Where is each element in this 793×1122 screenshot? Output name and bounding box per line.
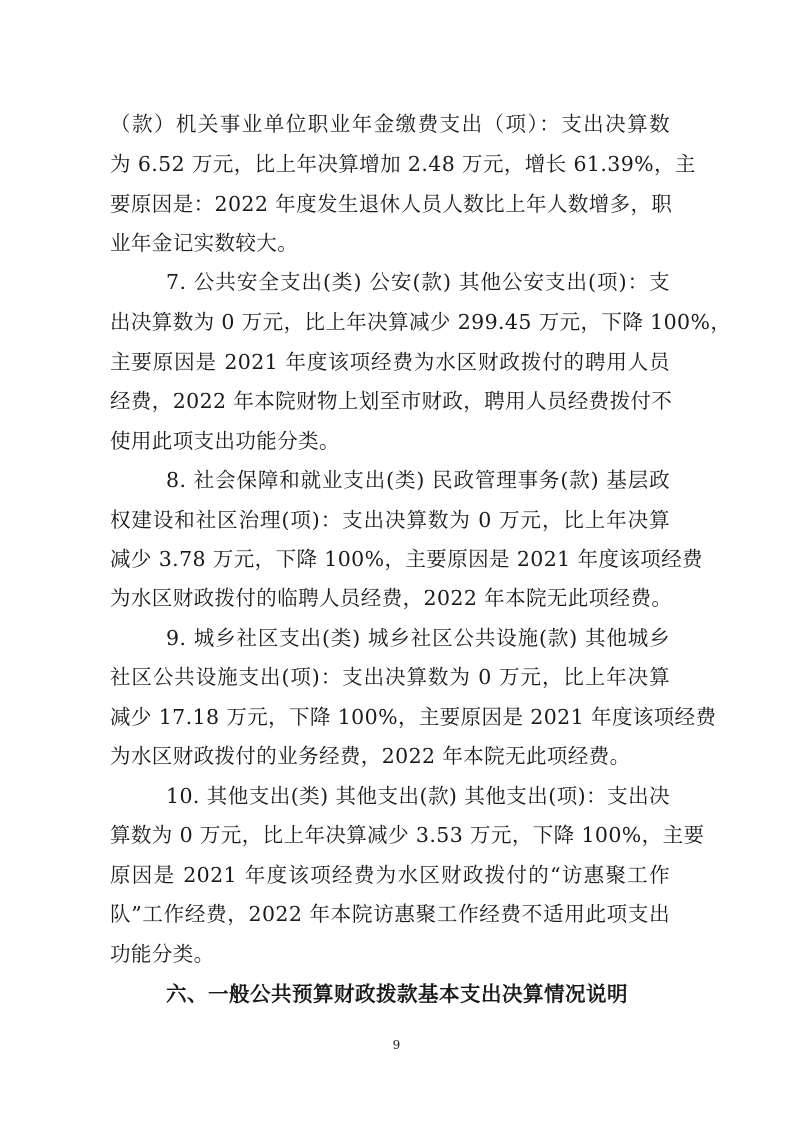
paragraph-3-line-1: 8. 社会保障和就业支出(类) 民政管理事务(款) 基层政 [166, 468, 670, 492]
paragraph-5-line-3: 原因是 2021 年度该项经费为水区财政拨付的“访惠聚工作 [110, 863, 670, 887]
paragraph-3-line-4: 为水区财政拨付的临聘人员经费，2022 年本院无此项经费。 [110, 586, 673, 610]
paragraph-4-line-4: 为水区财政拨付的业务经费，2022 年本院无此项经费。 [110, 744, 631, 768]
paragraph-1-line-2: 为 6.52 万元，比上年决算增加 2.48 万元，增长 61.39%，主 [110, 152, 696, 176]
paragraph-1-line-1: （款）机关事业单位职业年金缴费支出（项）：支出决算数 [110, 112, 670, 136]
paragraph-3-line-2: 权建设和社区治理(项)：支出决算数为 0 万元，比上年决算 [110, 508, 670, 532]
paragraph-5-line-2: 算数为 0 万元，比上年决算减少 3.53 万元，下降 100%，主要 [110, 823, 705, 847]
paragraph-4-line-3: 减少 17.18 万元，下降 100%，主要原因是 2021 年度该项经费 [110, 705, 717, 729]
paragraph-2-line-3: 主要原因是 2021 年度该项经费为水区财政拨付的聘用人员 [110, 350, 670, 374]
page-number: 9 [392, 1038, 401, 1052]
paragraph-1-line-4: 业年金记实数较大。 [110, 231, 299, 255]
paragraph-4-line-1: 9. 城乡社区支出(类) 城乡社区公共设施(款) 其他城乡 [166, 626, 670, 650]
paragraph-2-line-2: 出决算数为 0 万元，比上年决算减少 299.45 万元，下降 100%， [110, 310, 732, 334]
paragraph-5-line-5: 功能分类。 [110, 942, 215, 966]
paragraph-2-line-4: 经费，2022 年本院财物上划至市财政，聘用人员经费拨付不 [110, 389, 673, 413]
paragraph-3-line-3: 减少 3.78 万元，下降 100%，主要原因是 2021 年度该项经费 [110, 547, 703, 571]
paragraph-4-line-2: 社区公共设施支出(项)：支出决算数为 0 万元，比上年决算 [110, 665, 670, 689]
section-heading: 六、一般公共预算财政拨款基本支出决算情况说明 [166, 982, 628, 1006]
paragraph-2-line-5: 使用此项支出功能分类。 [110, 429, 340, 453]
paragraph-5-line-1: 10. 其他支出(类) 其他支出(款) 其他支出(项)：支出决 [166, 784, 670, 808]
paragraph-2-line-1: 7. 公共安全支出(类) 公安(款) 其他公安支出(项)：支 [166, 270, 670, 294]
paragraph-1-line-3: 要原因是：2022 年度发生退休人员人数比上年人数增多，职 [110, 192, 673, 216]
paragraph-5-line-4: 队”工作经费，2022 年本院访惠聚工作经费不适用此项支出 [110, 902, 670, 926]
